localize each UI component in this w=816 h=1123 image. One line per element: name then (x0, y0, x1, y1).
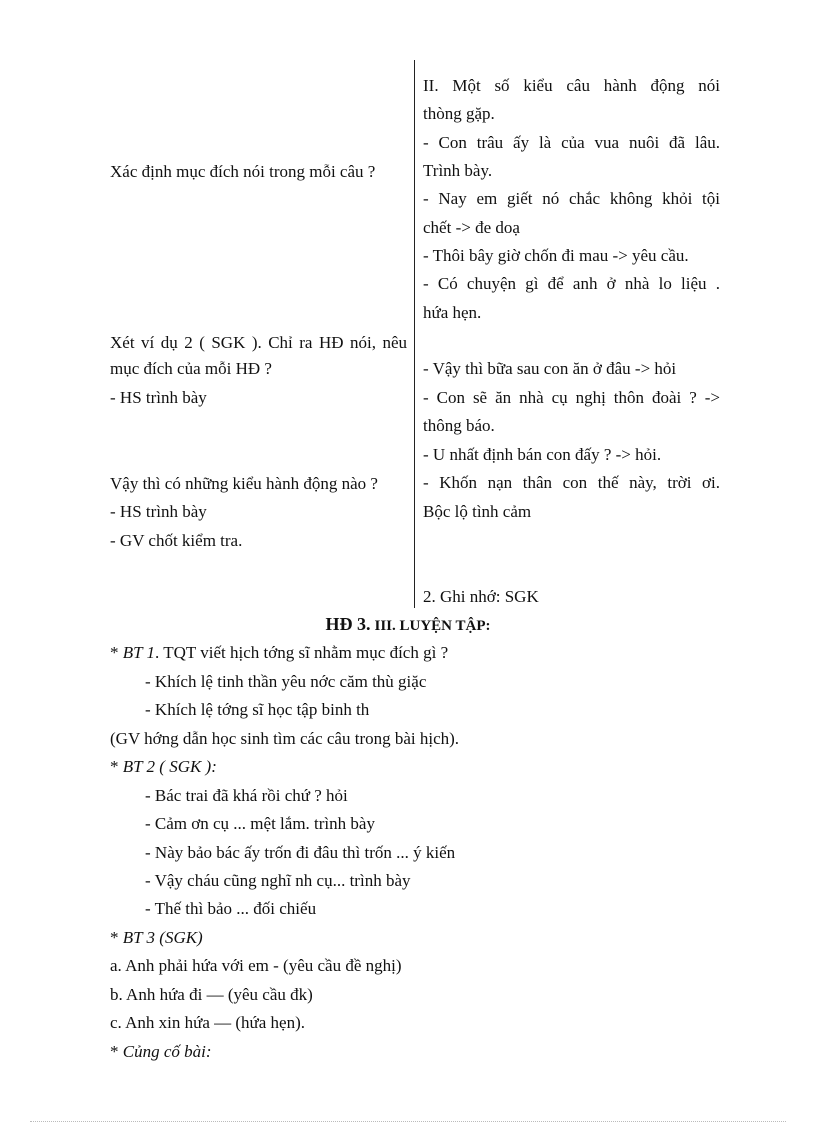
bt1-marker: * (110, 643, 123, 662)
heading-title: III. LUYỆN TẬP: (374, 618, 491, 634)
column-divider (414, 60, 415, 608)
bt2-item-4: - Vậy cháu cũng nghĩ nh cụ... trình bày (145, 871, 411, 890)
cungco-heading (110, 1042, 212, 1062)
right-line-11: - Con sẽ ăn nhà cụ nghị thôn đoài ? -> (423, 388, 720, 407)
right-line-15: Bộc lộ tình cảm (423, 502, 532, 521)
right-line-2: thòng gặp. (423, 104, 495, 123)
bt3-item-a: a. Anh phải hứa với em - (yêu cầu đề nghị) (110, 956, 402, 975)
right-line-7: - Thôi bây giờ chốn đi mau -> yêu cầu. (423, 246, 689, 265)
left-question-2-line1: Xét ví dụ 2 ( SGK ). Chỉ ra HĐ nói, nêu (110, 333, 407, 352)
left-gv-conclusion: - GV chốt kiểm tra. (110, 531, 243, 550)
right-line-3: - Con trâu ấy là của vua nuôi đã lâu. (423, 133, 720, 152)
bt2-item-2: - Cảm ơn cụ ... mệt lắm. trình bày (145, 814, 375, 833)
cungco-marker: * (110, 1042, 123, 1061)
right-line-10: - Vậy thì bữa sau con ăn ở đâu -> hỏi (423, 359, 677, 378)
right-line-1: II. Một số kiểu câu hành động nói (423, 76, 720, 95)
bt3-label: BT 3 (SGK) (122, 928, 203, 947)
bt2-item-5: - Thế thì bảo ... đối chiếu (145, 899, 317, 918)
bt3-heading (110, 928, 203, 948)
right-line-5: - Nay em giết nó chắc không khỏi tội (423, 189, 720, 208)
left-hs-present-2: - HS trình bày (110, 502, 207, 521)
section-heading (0, 614, 816, 635)
heading-hd: HĐ 3. (325, 614, 371, 634)
right-line-16: 2. Ghi nhớ: SGK (423, 587, 539, 606)
bt1-note: (GV hớng dẫn học sinh tìm các câu trong bài hịch). (110, 729, 460, 748)
right-line-6: chết -> đe doạ (423, 218, 520, 237)
left-question-3: Vậy thì có những kiểu hành động nào ? (110, 474, 378, 493)
right-line-4: Trình bày. (423, 161, 493, 180)
left-question-1: Xác định mục đích nói trong mỗi câu ? (110, 162, 376, 181)
right-line-12: thông báo. (423, 416, 495, 435)
bt1-question: . TQT viết hịch tớng sĩ nhằm mục đích gì ? (155, 643, 449, 662)
bt1-item-2: - Khích lệ tớng sĩ học tập binh th (145, 700, 370, 719)
bt2-item-1: - Bác trai đã khá rồi chứ ? hỏi (145, 786, 348, 805)
right-line-14: - Khốn nạn thân con thế này, trời ơi. (423, 473, 720, 492)
right-line-8: - Có chuyện gì để anh ở nhà lo liệu . (423, 274, 720, 293)
bt1-item-1: - Khích lệ tinh thần yêu nớc căm thù giặc (145, 672, 427, 691)
bt2-item-3: - Này bảo bác ấy trốn đi đâu thì trốn ... ý kiến (145, 843, 456, 862)
page-bottom-rule (30, 1121, 786, 1122)
bt1-label: BT 1 (122, 643, 156, 662)
cungco-label: Củng cố bài: (122, 1042, 212, 1061)
bt1-line (110, 643, 448, 663)
bt2-heading (110, 757, 217, 777)
bt2-marker: * (110, 757, 123, 776)
right-line-9: hứa hẹn. (423, 303, 482, 322)
left-hs-present-1: - HS trình bày (110, 388, 207, 407)
bt3-marker: * (110, 928, 123, 947)
bt3-item-c: c. Anh xin hứa — (hứa hẹn). (110, 1013, 305, 1032)
bt2-label: BT 2 ( SGK ): (122, 757, 217, 776)
bt3-item-b: b. Anh hứa đi — (yêu cầu đk) (110, 985, 313, 1004)
left-question-2-line2: mục đích của mỗi HĐ ? (110, 359, 272, 378)
right-line-13: - U nhất định bán con đấy ? -> hỏi. (423, 445, 662, 464)
